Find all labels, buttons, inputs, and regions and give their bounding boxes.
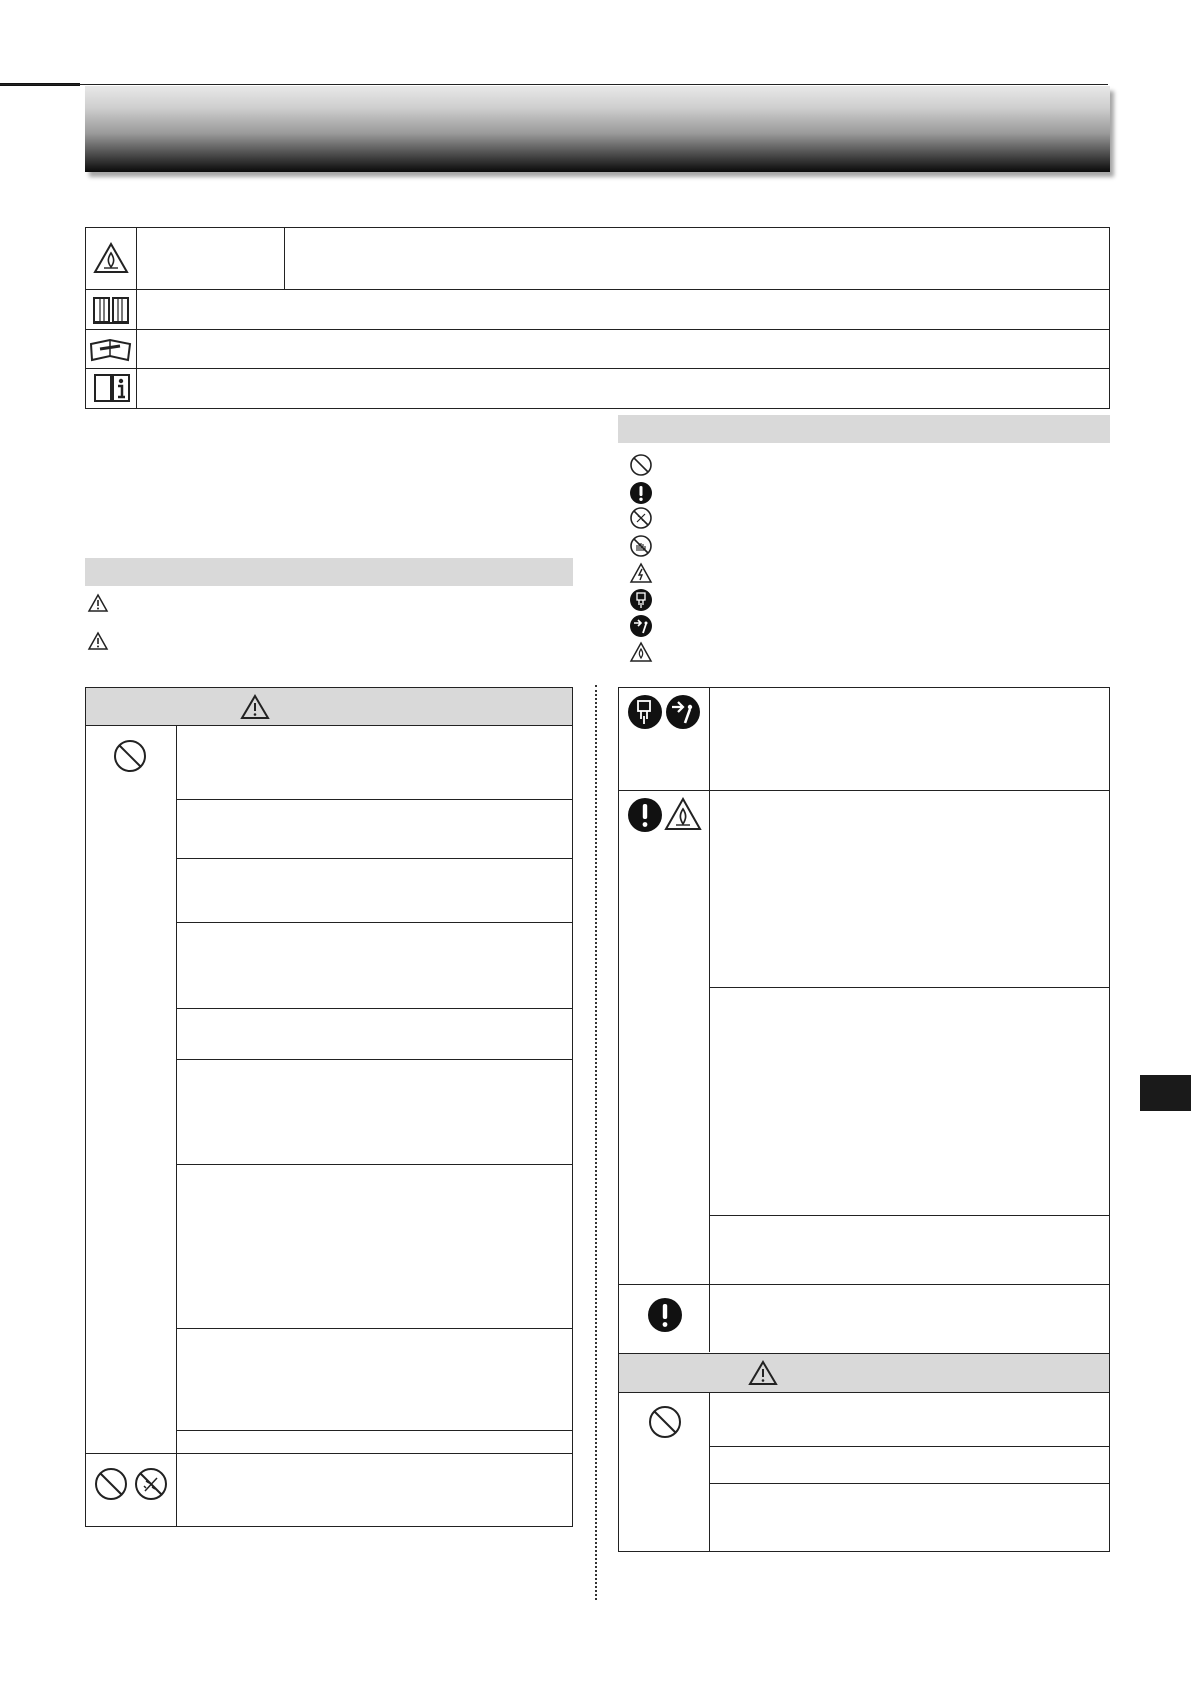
flammable-warning-icon [93, 242, 129, 274]
warning-table-divider [176, 858, 573, 859]
symbol-table [85, 227, 1110, 409]
warning-table-divider [176, 799, 573, 800]
warning-triangle-icon [748, 1360, 778, 1386]
manual-book-icon [92, 292, 130, 326]
mandatory-icon [647, 1297, 683, 1333]
prohibited-icon [93, 1466, 129, 1502]
caution-table-header [619, 1353, 1109, 1393]
symbol-table-divider [85, 289, 1110, 290]
side-tab [1140, 1075, 1191, 1111]
symbol-table-divider [284, 227, 285, 289]
warning-triangle-icon [87, 631, 109, 651]
unplug-icon [627, 694, 663, 730]
column-divider [595, 685, 597, 1600]
warning-table-divider [709, 687, 710, 1352]
warning-table-divider [176, 726, 177, 1527]
caution-table-divider [709, 1483, 1110, 1484]
prohibited-icon [647, 1404, 683, 1440]
caution-table-divider [709, 1446, 1110, 1447]
warning-triangle-icon [87, 593, 109, 613]
no-wet-hands-icon [629, 534, 653, 558]
warning-table-divider [176, 1328, 573, 1329]
no-water-icon [133, 1466, 169, 1502]
warning-table-divider [176, 1164, 573, 1165]
disconnect-breaker-icon [665, 694, 701, 730]
warning-table-divider [176, 1059, 573, 1060]
mandatory-icon [627, 797, 663, 833]
warning-table-divider [709, 1215, 1110, 1216]
prohibited-icon [629, 453, 653, 477]
marks-section-bar [85, 558, 573, 586]
warning-table-divider [176, 1008, 573, 1009]
symbol-table-divider [85, 368, 1110, 369]
warning-table-divider [176, 922, 573, 923]
warning-table-divider [618, 790, 1110, 791]
electric-shock-icon [629, 562, 653, 584]
warning-table-divider [85, 1453, 573, 1454]
warning-triangle-icon [240, 694, 270, 720]
symbol-table-divider [136, 227, 137, 409]
warning-table-left [85, 687, 573, 1527]
open-manual-icon [88, 334, 134, 364]
warning-table-divider [176, 1430, 573, 1431]
warning-table-divider [709, 1393, 710, 1552]
mandatory-icon [629, 481, 653, 505]
disconnect-breaker-icon [629, 614, 653, 638]
prohibited-icon [112, 738, 148, 774]
flammable-warning-icon [664, 797, 702, 831]
unplug-icon [629, 588, 653, 612]
flammable-warning-icon [629, 641, 653, 663]
top-rule [0, 84, 1108, 85]
symbols-section-bar [618, 415, 1110, 443]
header-banner [85, 86, 1110, 172]
warning-table-divider [618, 1284, 1110, 1285]
warning-table-divider [709, 987, 1110, 988]
warning-table-header [86, 688, 572, 726]
symbol-table-divider [85, 329, 1110, 330]
no-water-icon [629, 506, 653, 530]
info-manual-icon [92, 371, 132, 405]
